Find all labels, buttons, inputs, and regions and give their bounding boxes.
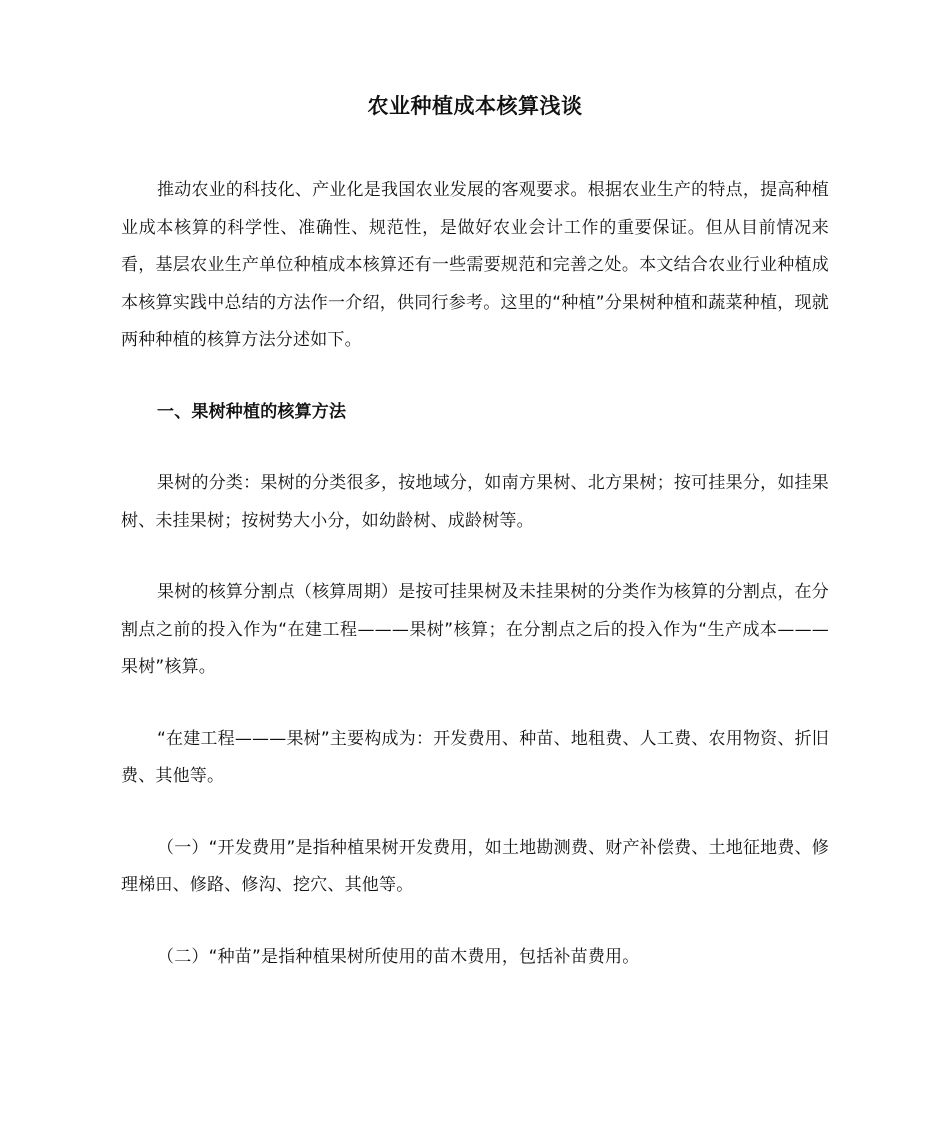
- item-two-paragraph: （二）“种苗”是指种植果树所使用的苗木费用，包括补苗费用。: [157, 946, 640, 967]
- item-one-paragraph: （一）“开发费用”是指种植果树开发费用，如土地勘测费、财产补偿费、土地征地费、修理梯田、修路、修沟、挖穴、其他等。: [121, 837, 829, 895]
- composition-paragraph: “在建工程———果树”主要构成为：开发费用、种苗、地租费、人工费、农用物资、折旧费、其他等。: [121, 728, 829, 786]
- intro-paragraph: 推动农业的科技化、产业化是我国农业发展的客观要求。根据农业生产的特点，提高种植业成本核算的科学性、准确性、规范性，是做好农业会计工作的重要保证。但从目前情况来看，基层农业生产单位种植成本核算还有一些需要规范和完善之处。本文结合农业行业种植成本核算实践中总结的方法作一介绍，供同行参考。这里的“种植”分果树种植和蔬菜种植，现就两种种植的核算方法分述如下。: [121, 180, 829, 350]
- section-heading: 一、果树种植的核算方法: [157, 401, 347, 422]
- document-body: [121, 172, 829, 976]
- page-title: 农业种植成本核算浅谈: [367, 94, 583, 118]
- classification-paragraph: 果树的分类：果树的分类很多，按地域分，如南方果树、北方果树；按可挂果分，如挂果树、未挂果树；按树势大小分，如幼龄树、成龄树等。: [121, 473, 829, 531]
- split-point-paragraph: 果树的核算分割点（核算周期）是按可挂果树及未挂果树的分类作为核算的分割点，在分割点之前的投入作为“在建工程———果树”核算；在分割点之后的投入作为“生产成本———果树”核算。: [121, 582, 829, 677]
